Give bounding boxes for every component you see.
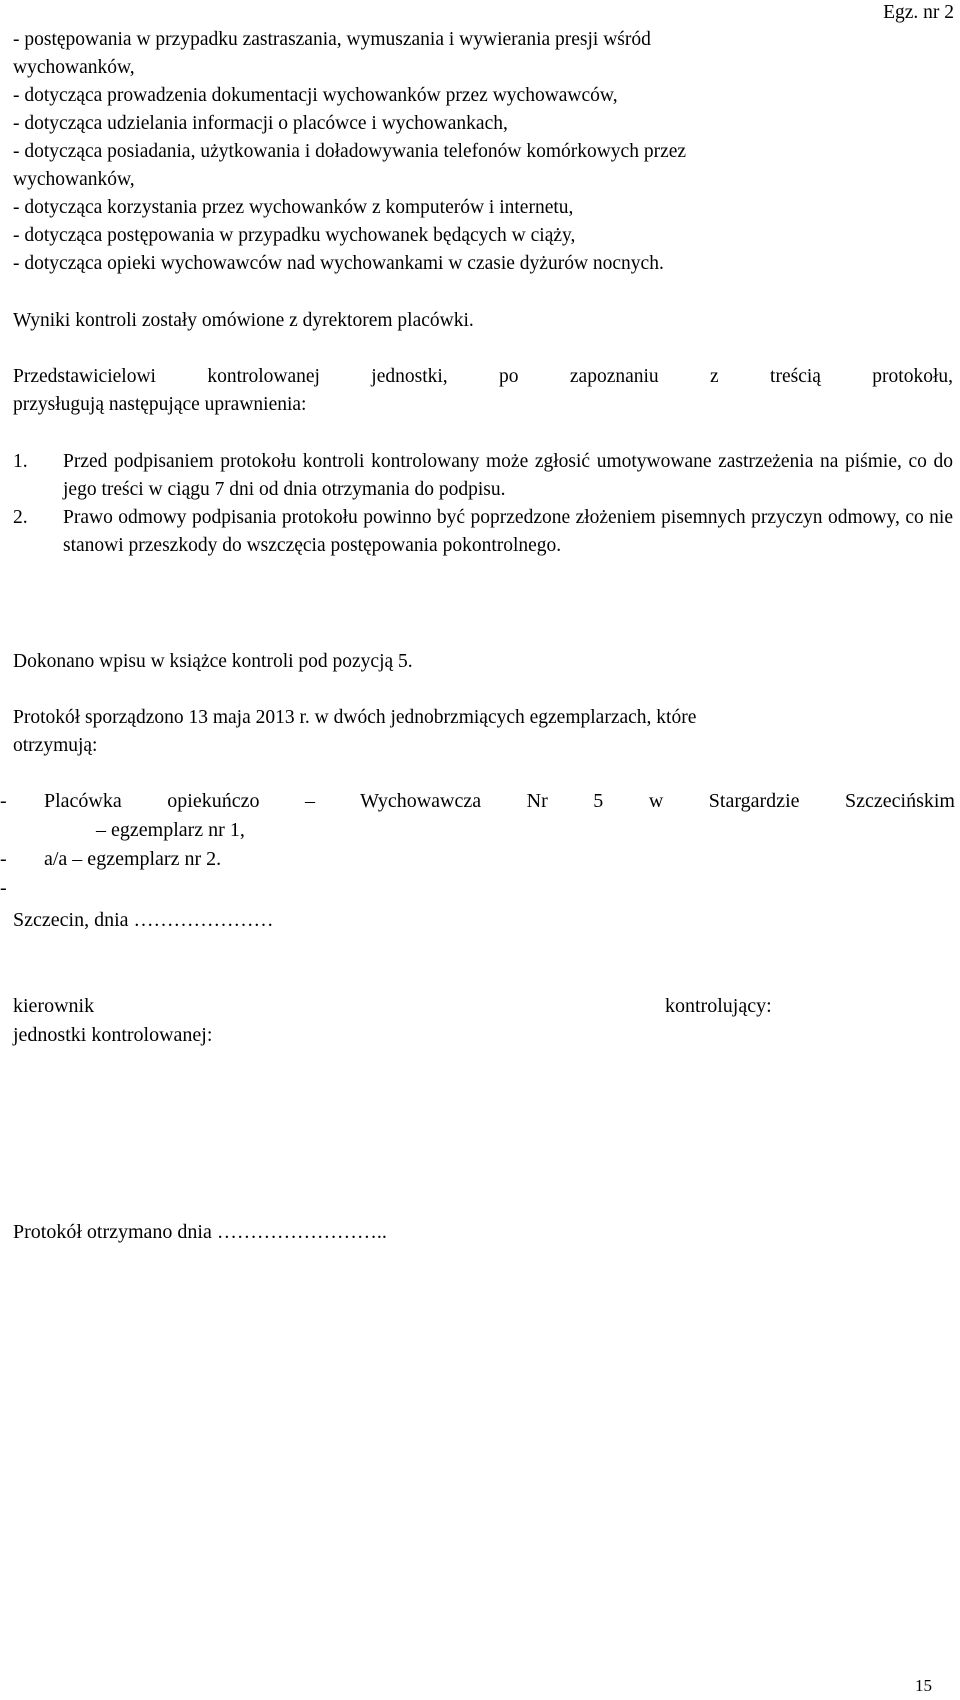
right-number: 1. bbox=[13, 451, 28, 472]
list-item: - dotycząca prowadzenia dokumentacji wychowanków przez wychowawców, bbox=[13, 85, 618, 106]
place-and-date: Szczecin, dnia ………………… bbox=[13, 909, 274, 931]
distribution-copy: – egzemplarz nr 1, bbox=[96, 819, 245, 841]
results-discussed-paragraph: Wyniki kontroli zostały omówione z dyrektorem placówki. bbox=[13, 310, 474, 331]
signature-inspector bbox=[665, 992, 772, 1021]
list-item: - dotycząca udzielania informacji o placówce i wychowankach, bbox=[13, 113, 508, 134]
list-item: - dotycząca opieki wychowawców nad wychowankami w czasie dyżurów nocnych. bbox=[13, 253, 664, 274]
list-item: - dotycząca posiadania, użytkowania i doładowywania telefonów komórkowych przez bbox=[13, 141, 687, 162]
right-text: Prawo odmowy podpisania protokołu powinno być poprzedzone złożeniem pisemnych przyczyn odmowy, co nie stanowi przeszkody do wszczęcia postępowania pokontrolnego. bbox=[63, 507, 953, 556]
protocol-paragraph bbox=[13, 704, 953, 760]
list-item: wychowanków, bbox=[13, 57, 135, 78]
rights-list bbox=[13, 448, 953, 560]
right-item-1 bbox=[13, 448, 953, 504]
distribution-recipient: a/a – egzemplarz nr 2. bbox=[44, 848, 222, 870]
rights-intro-line1: Przedstawicielowi kontrolowanej jednostki, po zapoznaniu z treścią protokołu, bbox=[13, 366, 953, 387]
dash-marker: - bbox=[0, 848, 7, 870]
signature-label: kierownik bbox=[13, 995, 95, 1017]
list-item: wychowanków, bbox=[13, 169, 135, 190]
protocol-line1: Protokół sporządzono 13 maja 2013 r. w dwóch jednobrzmiących egzemplarzach, które bbox=[13, 707, 697, 728]
right-text: Przed podpisaniem protokołu kontroli kontrolowany może zgłosić umotywowane zastrzeżenia na piśmie, co do jego treści w ciągu 7 dni od dnia otrzymania do podpisu. bbox=[63, 451, 953, 500]
list-item: - postępowania w przypadku zastraszania, wymuszania i wywierania presji wśród bbox=[13, 29, 651, 50]
copy-number: Egz. nr 2 bbox=[883, 2, 954, 23]
list-item: - dotycząca korzystania przez wychowanków z komputerów i internetu, bbox=[13, 197, 574, 218]
distribution-recipient: Placówka opiekuńczo – Wychowawcza Nr 5 w Stargardzie Szczecińskim bbox=[44, 790, 955, 812]
protocol-line2: otrzymują: bbox=[13, 735, 98, 756]
list-item: - dotycząca postępowania w przypadku wychowanek będących w ciąży, bbox=[13, 225, 576, 246]
dash-marker: - bbox=[0, 790, 7, 812]
distribution-item-1 bbox=[0, 787, 955, 845]
signature-label: jednostki kontrolowanej: bbox=[13, 1024, 213, 1046]
rights-intro-paragraph bbox=[13, 363, 953, 419]
control-book-paragraph: Dokonano wpisu w książce kontroli pod pozycją 5. bbox=[13, 651, 413, 672]
protocol-received: Protokół otrzymano dnia …………………….. bbox=[13, 1221, 387, 1243]
inspection-topics-list bbox=[13, 26, 953, 278]
distribution-item-2 bbox=[0, 845, 955, 874]
right-item-2 bbox=[13, 504, 953, 560]
right-number: 2. bbox=[13, 507, 28, 528]
distribution-item-empty bbox=[0, 874, 955, 902]
signature-label: kontrolujący: bbox=[665, 995, 772, 1017]
distribution-list bbox=[0, 787, 955, 902]
page-number: 15 bbox=[915, 1676, 932, 1695]
rights-intro-line2: przysługują następujące uprawnienia: bbox=[13, 394, 307, 415]
dash-marker: - bbox=[0, 877, 7, 899]
signature-head-of-unit bbox=[13, 992, 212, 1050]
